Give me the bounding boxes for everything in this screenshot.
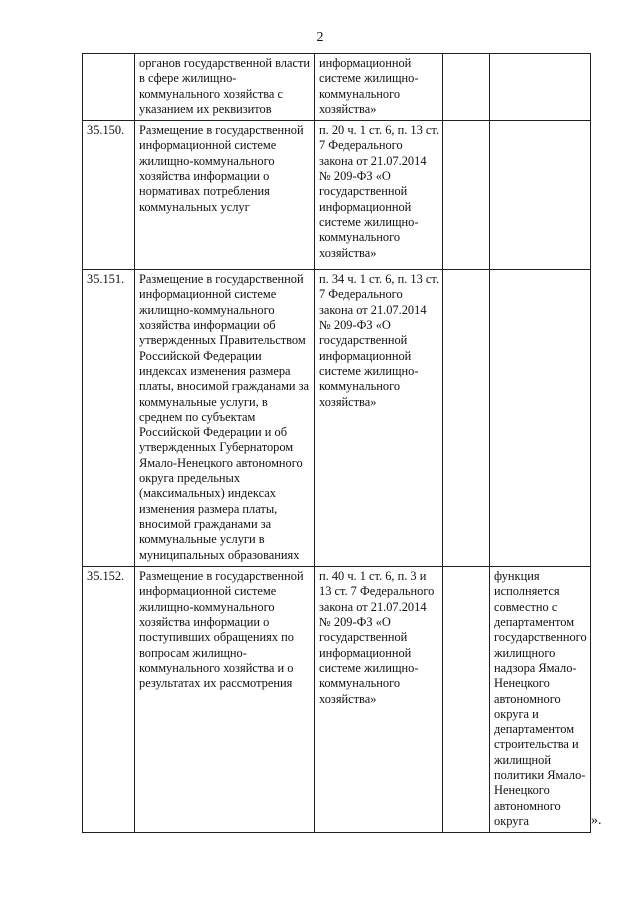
function-name: органов государственной власти в сфере жилищно-коммунального хозяйства с указанием их реквизитов xyxy=(135,54,315,121)
function-name: Размещение в государственной информационной системе жилищно-коммунального хозяйства информации о нормативах потребления коммунальных услуг xyxy=(135,121,315,270)
note-cell xyxy=(490,121,591,270)
legal-basis: п. 20 ч. 1 ст. 6, п. 13 ст. 7 Федерального закона от 21.07.2014 № 209-ФЗ «О государственной информационной системе жилищно-коммунального хозяйства» xyxy=(315,121,443,270)
note-cell: функция исполняется совместно с департаментом государственного жилищного надзора Ямало-Ненецкого автономного округа и департаментом строительства и жилищной политики Ямало-Ненецкого автономного округа xyxy=(490,567,591,833)
legal-basis: п. 34 ч. 1 ст. 6, п. 13 ст. 7 Федерального закона от 21.07.2014 № 209-ФЗ «О государственной информационной системе жилищно-коммунального хозяйства» xyxy=(315,270,443,567)
row-number: 35.152. xyxy=(83,567,135,833)
function-name: Размещение в государственной информационной системе жилищно-коммунального хозяйства информации об утвержденных Правительством Российской Федерации индексах изменения размера платы, вносимой гражданами за коммунальные услуги, в среднем по субъектам Российской Федерации и об утвержденных Губернатором Ямало-Ненецкого автономного округа предельных (максимальных) индексах изменения размера платы, вносимой гражданами за коммунальные услуги в муниципальных образованиях xyxy=(135,270,315,567)
closing-quote-mark: ». xyxy=(591,813,602,828)
empty-cell xyxy=(443,121,490,270)
functions-table xyxy=(82,53,591,833)
page-number: 2 xyxy=(316,30,324,45)
table-row xyxy=(83,121,591,270)
table-row xyxy=(83,54,591,121)
note-cell xyxy=(490,270,591,567)
note-cell xyxy=(490,54,591,121)
legal-basis: п. 40 ч. 1 ст. 6, п. 3 и 13 ст. 7 Федерального закона от 21.07.2014 № 209-ФЗ «О государственной информационной системе жилищно-коммунального хозяйства» xyxy=(315,567,443,833)
row-number: 35.151. xyxy=(83,270,135,567)
row-number: 35.150. xyxy=(83,121,135,270)
table-row xyxy=(83,270,591,567)
table-row xyxy=(83,567,591,833)
empty-cell xyxy=(443,567,490,833)
legal-basis: информационной системе жилищно-коммунального хозяйства» xyxy=(315,54,443,121)
function-name: Размещение в государственной информационной системе жилищно-коммунального хозяйства информации о поступивших обращениях по вопросам жилищно-коммунального хозяйства и о результатах их рассмотрения xyxy=(135,567,315,833)
row-number xyxy=(83,54,135,121)
empty-cell xyxy=(443,270,490,567)
empty-cell xyxy=(443,54,490,121)
